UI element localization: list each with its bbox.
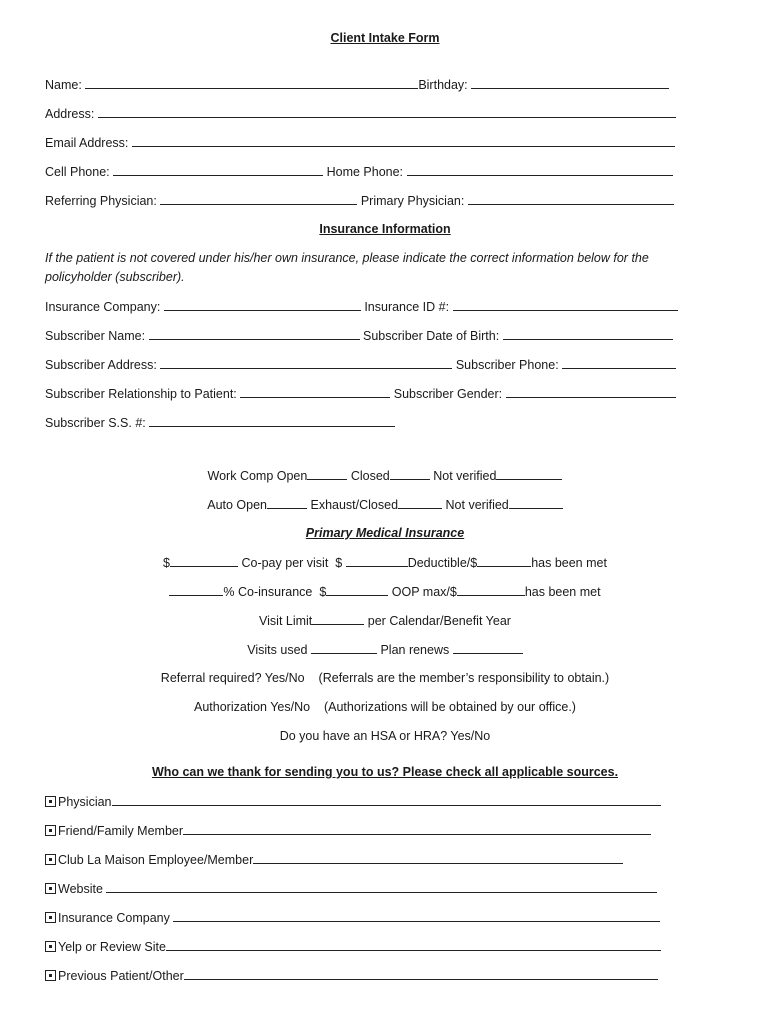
- visit-limit-field[interactable]: [312, 612, 364, 625]
- source-label: Club La Maison Employee/Member: [58, 853, 254, 867]
- dollar-sign-2: $: [335, 556, 343, 570]
- coinsurance-label: % Co-insurance: [223, 585, 313, 599]
- oop-max-label: OOP max/$: [391, 585, 457, 599]
- home-phone-label: Home Phone:: [326, 165, 404, 179]
- subscriber-gender-label: Subscriber Gender:: [393, 387, 503, 401]
- checkbox[interactable]: [45, 854, 56, 865]
- hsa-label: Do you have an HSA or HRA? Yes/No: [279, 729, 491, 743]
- referral-required-label: Referral required? Yes/No: [160, 671, 305, 685]
- not-verified-2-label: Not verified: [445, 498, 509, 512]
- source-field[interactable]: [112, 793, 661, 806]
- email-row: [45, 134, 675, 151]
- subscriber-ss-field[interactable]: [149, 414, 395, 427]
- checkbox[interactable]: [45, 796, 56, 807]
- source-label: Website: [58, 882, 103, 896]
- deductible-field[interactable]: [346, 554, 408, 567]
- source-item: [45, 880, 657, 897]
- checkbox[interactable]: [45, 912, 56, 923]
- email-field[interactable]: [132, 134, 675, 147]
- referral-row: [0, 670, 770, 686]
- source-item: [45, 822, 651, 839]
- not-verified-label: Not verified: [433, 469, 497, 483]
- source-field[interactable]: [166, 938, 661, 951]
- subscriber-address-field[interactable]: [160, 356, 452, 369]
- subscriber-address-label: Subscriber Address:: [45, 358, 157, 372]
- source-item: [45, 967, 658, 984]
- primary-medical-heading: Primary Medical Insurance: [305, 526, 465, 540]
- subscriber-ss-label: Subscriber S.S. #:: [45, 416, 146, 430]
- visits-used-label: Visits used: [247, 643, 308, 657]
- source-label: Physician: [58, 795, 112, 809]
- insurance-id-field[interactable]: [453, 298, 678, 311]
- source-field[interactable]: [184, 967, 658, 980]
- referral-note: (Referrals are the member’s responsibility to obtain.): [318, 671, 610, 685]
- copay-row: [0, 554, 770, 571]
- address-field[interactable]: [98, 105, 676, 118]
- auto-row: [0, 496, 770, 513]
- authorization-label: Authorization Yes/No: [194, 700, 311, 714]
- visits-used-row: [0, 641, 770, 658]
- birthday-field[interactable]: [471, 76, 669, 89]
- auto-open-field[interactable]: [267, 496, 307, 509]
- exhaust-closed-label: Exhaust/Closed: [310, 498, 399, 512]
- exhaust-closed-field[interactable]: [398, 496, 442, 509]
- per-year-label: per Calendar/Benefit Year: [367, 614, 511, 628]
- cell-phone-field[interactable]: [113, 163, 323, 176]
- primary-physician-label: Primary Physician:: [360, 194, 465, 208]
- referring-physician-label: Referring Physician:: [45, 194, 157, 208]
- coinsurance-row: [0, 583, 770, 600]
- source-item: [45, 938, 661, 955]
- insurance-company-field[interactable]: [164, 298, 361, 311]
- name-label: Name:: [45, 78, 82, 92]
- primary-physician-field[interactable]: [468, 192, 674, 205]
- copay-label: Co-pay per visit: [241, 556, 329, 570]
- source-field[interactable]: [173, 909, 660, 922]
- home-phone-field[interactable]: [407, 163, 673, 176]
- subscriber-relationship-label: Subscriber Relationship to Patient:: [45, 387, 237, 401]
- work-comp-open-field[interactable]: [307, 467, 347, 480]
- closed-field[interactable]: [390, 467, 430, 480]
- has-been-met-2-label: has been met: [524, 585, 601, 599]
- referring-physician-field[interactable]: [160, 192, 357, 205]
- hsa-row: [0, 728, 770, 744]
- oop-met-field[interactable]: [457, 583, 525, 596]
- checkbox[interactable]: [45, 825, 56, 836]
- source-field[interactable]: [183, 822, 651, 835]
- subscriber-ss-row: [45, 414, 395, 431]
- cell-phone-label: Cell Phone:: [45, 165, 110, 179]
- checkbox[interactable]: [45, 883, 56, 894]
- plan-renews-field[interactable]: [453, 641, 523, 654]
- work-comp-row: [0, 467, 770, 484]
- coinsurance-field[interactable]: [169, 583, 223, 596]
- insurance-heading: Insurance Information: [319, 222, 451, 236]
- subscriber-name-row: [45, 327, 673, 344]
- visit-limit-label: Visit Limit: [259, 614, 313, 628]
- insurance-note-line2: policyholder (subscriber).: [45, 270, 185, 284]
- subscriber-address-row: [45, 356, 676, 373]
- name-field[interactable]: [85, 76, 418, 89]
- subscriber-name-label: Subscriber Name:: [45, 329, 146, 343]
- dollar-sign: $: [163, 556, 170, 570]
- subscriber-relationship-row: [45, 385, 676, 402]
- closed-label: Closed: [350, 469, 390, 483]
- authorization-note: (Authorizations will be obtained by our office.): [323, 700, 576, 714]
- has-been-met-label: has been met: [531, 556, 607, 570]
- insurance-company-label: Insurance Company:: [45, 300, 161, 314]
- deductible-label: Deductible/$: [407, 556, 478, 570]
- auto-open-label: Auto Open: [207, 498, 267, 512]
- address-label: Address:: [45, 107, 95, 121]
- authorization-row: [0, 699, 770, 715]
- physician-row: [45, 192, 674, 209]
- source-field[interactable]: [253, 851, 623, 864]
- subscriber-gender-field[interactable]: [506, 385, 676, 398]
- copay-field[interactable]: [170, 554, 238, 567]
- checkbox[interactable]: [45, 970, 56, 981]
- visits-used-field[interactable]: [311, 641, 377, 654]
- name-row: [45, 76, 669, 93]
- plan-renews-label: Plan renews: [380, 643, 450, 657]
- source-label: Previous Patient/Other: [58, 969, 184, 983]
- subscriber-phone-field[interactable]: [562, 356, 676, 369]
- source-label: Yelp or Review Site: [58, 940, 166, 954]
- source-field[interactable]: [106, 880, 657, 893]
- deductible-met-field[interactable]: [477, 554, 531, 567]
- insurance-company-row: [45, 298, 678, 315]
- phone-row: [45, 163, 673, 180]
- insurance-note-line1: If the patient is not covered under his/her own insurance, please indicate the correct information below for the: [45, 251, 649, 265]
- subscriber-dob-label: Subscriber Date of Birth:: [363, 329, 500, 343]
- subscriber-phone-label: Subscriber Phone:: [455, 358, 559, 372]
- visit-limit-row: [0, 612, 770, 629]
- source-label: Insurance Company: [58, 911, 170, 925]
- oop-field[interactable]: [326, 583, 388, 596]
- source-item: [45, 909, 660, 926]
- form-title: Client Intake Form: [330, 31, 440, 45]
- email-label: Email Address:: [45, 136, 129, 150]
- work-comp-open-label: Work Comp Open: [207, 469, 308, 483]
- sources-heading: Who can we thank for sending you to us? Please check all applicable sources.: [151, 765, 619, 779]
- source-item: [45, 793, 661, 810]
- insurance-id-label: Insurance ID #:: [364, 300, 450, 314]
- subscriber-name-field[interactable]: [149, 327, 360, 340]
- checkbox[interactable]: [45, 941, 56, 952]
- not-verified-2-field[interactable]: [509, 496, 563, 509]
- address-row: [45, 105, 676, 122]
- dollar-sign-3: $: [319, 585, 327, 599]
- subscriber-dob-field[interactable]: [503, 327, 673, 340]
- source-item: [45, 851, 623, 868]
- source-label: Friend/Family Member: [58, 824, 184, 838]
- not-verified-field[interactable]: [496, 467, 562, 480]
- subscriber-relationship-field[interactable]: [240, 385, 390, 398]
- birthday-label: Birthday:: [418, 78, 468, 92]
